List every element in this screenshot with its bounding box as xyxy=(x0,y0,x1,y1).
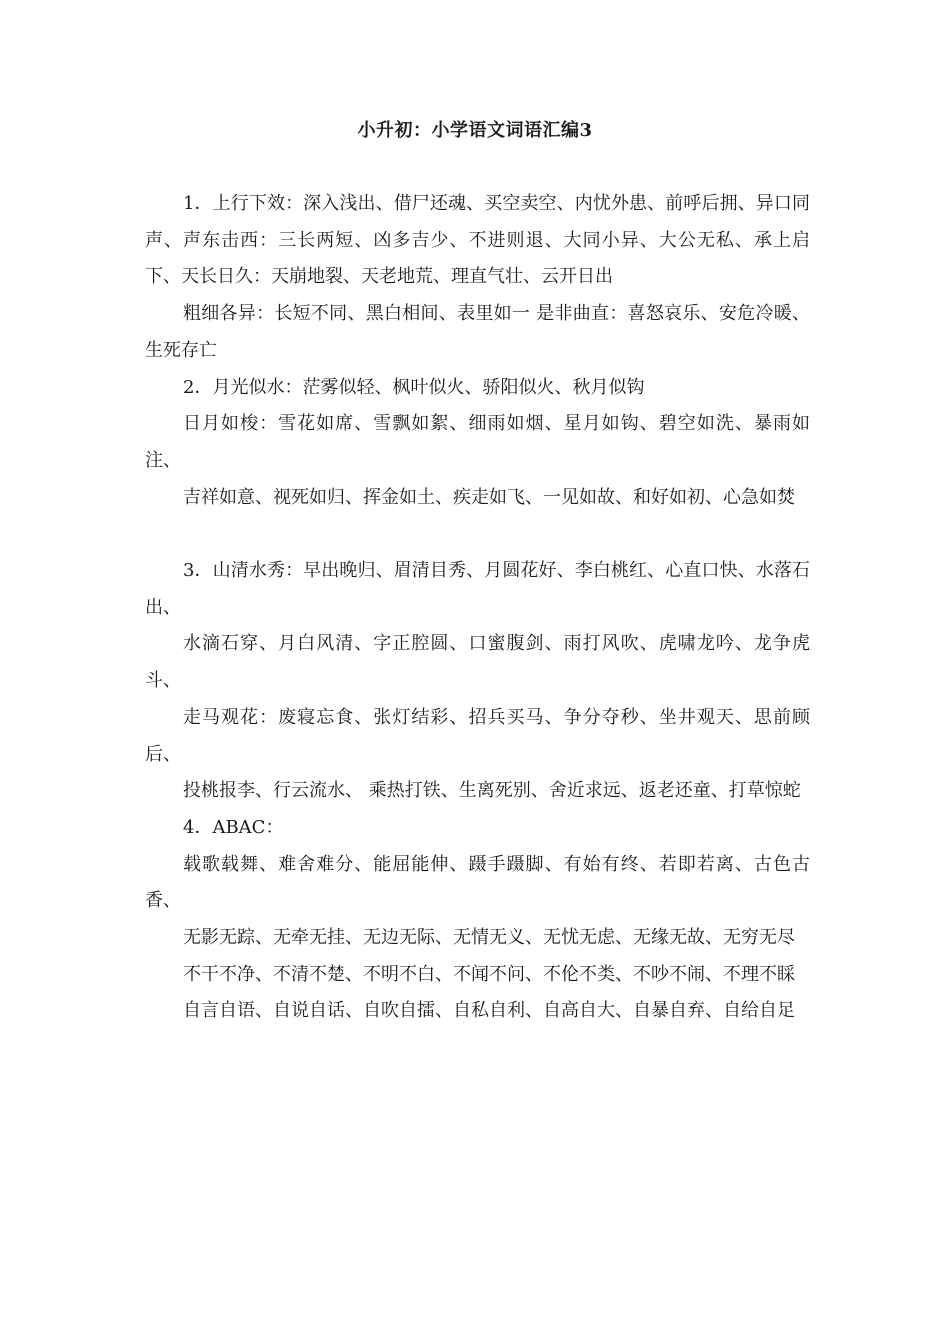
paragraph-3: 2．月光似水：茫雾似轻、枫叶似火、骄阳似火、秋月似钩 xyxy=(183,376,645,398)
document-title: 小升初：小学语文词语汇编3 xyxy=(357,120,593,141)
blank-line xyxy=(145,516,810,553)
paragraph-2: 粗细各异：长短不同、黑白相间、表里如一 是非曲直：喜怒哀乐、安危冷暖、生死存亡 xyxy=(145,303,810,361)
paragraph-10: 4．ABAC： xyxy=(183,816,284,838)
paragraph-11: 载歌载舞、难舍难分、能屈能伸、蹑手蹑脚、有始有终、若即若离、古色古香、 xyxy=(145,853,810,912)
paragraph-1: 1．上行下效：深入浅出、借尸还魂、买空卖空、内忧外患、前呼后拥、异口同声、声东击西：三长两短、凶多吉少、不进则退、大同小异、大公无私、承上启下、天长日久：天崩地裂、天老地荒、理直气壮、云开日出 xyxy=(145,193,810,288)
paragraph-4: 日月如梭：雪花如席、雪飘如絮、细雨如烟、星月如钩、碧空如洗、暴雨如注、 xyxy=(145,413,810,471)
paragraph-13: 不干不净、不清不楚、不明不白、不闻不问、不伦不类、不吵不闹、不理不睬 xyxy=(183,963,795,985)
paragraph-12: 无影无踪、无牵无挂、无边无际、无情无义、无忧无虑、无缘无故、无穷无尽 xyxy=(183,927,795,949)
paragraph-7: 水滴石穿、月白风清、字正腔圆、口蜜腹剑、雨打风吹、虎啸龙吟、龙争虎斗、 xyxy=(145,633,810,692)
paragraph-5: 吉祥如意、视死如归、挥金如土、疾走如飞、一见如故、和好如初、心急如焚 xyxy=(183,486,795,508)
paragraph-6: 3．山清水秀：早出晚归、眉清目秀、月圆花好、李白桃红、心直口快、水落石出、 xyxy=(145,560,810,618)
paragraph-8: 走马观花：废寝忘食、张灯结彩、招兵买马、争分夺秒、坐井观天、思前顾后、 xyxy=(145,706,810,765)
paragraph-14: 自言自语、自说自话、自吹自擂、自私自利、自高自大、自暴自弃、自给自足 xyxy=(183,1000,795,1022)
document-body xyxy=(145,186,810,1030)
paragraph-9: 投桃报李、行云流水、 乘热打铁、生离死别、舍近求远、返老还童、打草惊蛇 xyxy=(183,780,801,802)
